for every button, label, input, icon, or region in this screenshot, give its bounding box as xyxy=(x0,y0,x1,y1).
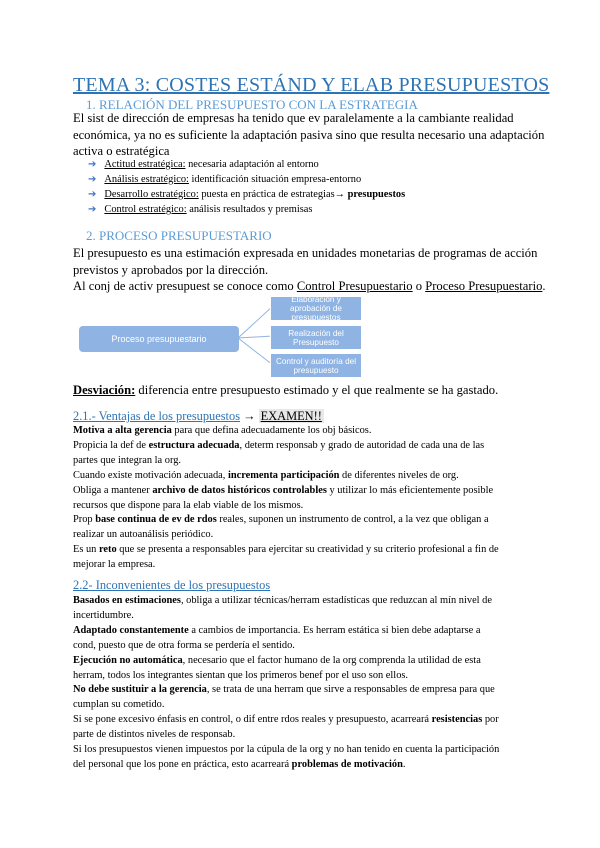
text-span: Es un xyxy=(73,544,99,556)
list-item xyxy=(88,203,405,218)
paragraph-line: económica, ya no es suficiente la adaptación pasiva sino que resulta necesario una adaptación xyxy=(73,127,545,142)
text-span: por xyxy=(482,714,499,726)
text-line xyxy=(73,594,499,609)
link-control-presupuestario: Control Presupuestario xyxy=(296,279,413,294)
paragraph-line xyxy=(73,278,546,295)
bullet-label: Desarrollo estratégico: xyxy=(104,188,199,200)
bold-text: incrementa participación xyxy=(227,469,340,481)
text-line xyxy=(73,698,499,713)
connector-line xyxy=(238,306,273,338)
section-1-paragraph xyxy=(73,110,544,160)
text-span: Si los presupuestos vienen impuestos por la cúpula de la org y no han tenido en cuenta la participación xyxy=(73,744,500,756)
bold-text: archivo de datos históricos controlables xyxy=(152,484,327,496)
bold-text: Adaptado constantemente xyxy=(73,624,189,636)
text-span: recursos que dispone para la elab viable de los mismos. xyxy=(73,499,304,511)
bold-text: estructura adecuada xyxy=(148,439,240,451)
text-line xyxy=(73,558,499,573)
text-line xyxy=(73,484,499,499)
bullet-bold: presupuestos xyxy=(347,188,406,200)
inconvenientes-heading: 2.2- Inconvenientes de los presupuestos xyxy=(73,578,271,592)
bold-text: Basados en estimaciones xyxy=(73,595,181,606)
text-line xyxy=(73,454,499,469)
arrow-bullet-icon: ➔ xyxy=(88,188,97,200)
list-item xyxy=(88,188,405,203)
bold-text: Ejecución no automática xyxy=(73,654,183,666)
inconvenientes-list xyxy=(73,594,499,773)
text-span: , necesario que el factor humano de la org comprenda la utilidad de esta xyxy=(182,654,481,666)
paragraph-line: activa o estratégica xyxy=(73,144,170,159)
section-2-paragraph xyxy=(73,245,546,295)
text-span: de diferentes niveles de org. xyxy=(339,469,459,481)
section-2-heading: 2. PROCESO PRESUPUESTARIO xyxy=(86,228,272,243)
text-line xyxy=(73,424,499,439)
paragraph-line: previstos y aprobados por la dirección. xyxy=(73,262,269,277)
text-span: o xyxy=(412,279,426,294)
text-span: Prop xyxy=(73,514,96,526)
text-span: Obliga a mantener xyxy=(73,484,153,496)
text-line xyxy=(73,728,499,743)
arrow-bullet-icon: ➔ xyxy=(88,173,97,185)
page-title: TEMA 3: COSTES ESTÁND Y ELAB PRESUPUESTOS xyxy=(73,74,550,96)
text-span: cond, puesto que de otra forma se perdería el sentido. xyxy=(73,639,295,651)
text-span: . xyxy=(402,758,406,770)
text-span: reales, suponen un instrumento de control, a la vez que obligan a xyxy=(216,514,489,526)
bullet-text: necesaria adaptación al entorno xyxy=(185,159,319,170)
diagram-box-control: Control y auditoría del presupuesto xyxy=(270,353,362,378)
text-span: Si se pone excesivo énfasis en control, o dif entre rdos reales y presupuesto, acarreará xyxy=(73,714,432,726)
connector-line xyxy=(238,336,273,338)
desviacion-text: diferencia entre presupuesto estimado y el que realmente se ha gastado. xyxy=(135,383,499,397)
text-span: para que defina adecuadamente los obj básicos. xyxy=(171,425,372,436)
text-span: Al conj de activ presupuest se conoce como xyxy=(73,279,297,294)
strategy-bullet-list xyxy=(88,158,405,218)
text-line xyxy=(73,609,499,624)
text-span: cumplan su cometido. xyxy=(73,699,165,711)
text-span: Propicia la def de xyxy=(73,439,149,451)
link-proceso-presupuestario: Proceso Presupuestario xyxy=(425,279,543,294)
text-line xyxy=(73,713,499,728)
text-span: herram, todos los integrantes sientan que los primeros benef por el uso son ellos. xyxy=(73,669,409,681)
text-span: , se trata de una herram que sirve a responsables de empresa para que xyxy=(206,684,495,696)
text-span: Cuando existe motivación adecuada, xyxy=(73,469,228,481)
bullet-label: Actitud estratégica: xyxy=(104,159,186,170)
text-span: . xyxy=(542,279,546,294)
bullet-label: Análisis estratégico: xyxy=(104,173,189,185)
text-line xyxy=(73,528,499,543)
bold-text: Motiva a alta gerencia xyxy=(73,425,172,436)
arrow-bullet-icon: ➔ xyxy=(88,159,97,170)
list-item xyxy=(88,158,405,173)
bold-text: No debe sustituir a la gerencia xyxy=(73,684,207,696)
text-span: que se presenta a responsables para ejercitar su creatividad y su criterio profesional a fin de xyxy=(116,544,499,556)
connector-line xyxy=(238,338,273,365)
text-line xyxy=(73,743,499,758)
heading-arrow: → xyxy=(240,409,259,423)
bold-text: problemas de motivación xyxy=(291,758,403,770)
text-span: partes que integran la org. xyxy=(73,454,182,466)
ventajas-heading-row xyxy=(73,407,324,425)
text-line xyxy=(73,513,499,528)
desviacion-definition xyxy=(73,382,498,399)
text-span: parte de distintos niveles de responsab. xyxy=(73,729,236,741)
bullet-text: análisis resultados y premisas xyxy=(186,203,313,215)
arrow-bullet-icon: ➔ xyxy=(88,203,97,215)
ventajas-heading: 2.1.- Ventajas de los presupuestos xyxy=(73,409,241,423)
text-line xyxy=(73,758,499,773)
list-item xyxy=(88,173,405,188)
bullet-text: identificación situación empresa-entorno xyxy=(188,173,362,185)
text-span: incertidumbre. xyxy=(73,609,134,621)
bullet-label: Control estratégico: xyxy=(104,203,187,215)
text-line xyxy=(73,499,499,514)
bold-text: reto xyxy=(98,544,117,556)
diagram-main-box: Proceso presupuestario xyxy=(79,326,239,352)
exam-highlight: EXAMEN!! xyxy=(260,409,322,423)
text-line xyxy=(73,469,499,484)
text-span: del personal que los pone en práctica, esto acarreará xyxy=(73,758,292,770)
bullet-arrow: → xyxy=(334,188,348,200)
diagram-box-realizacion: Realización del Presupuesto xyxy=(270,325,362,350)
desviacion-label: Desviación: xyxy=(73,383,136,397)
bold-text: base continua de ev de rdos xyxy=(95,514,217,526)
bold-text: resistencias xyxy=(431,714,483,726)
text-line xyxy=(73,624,499,639)
text-span: realizar un autoanálisis periódico. xyxy=(73,529,214,541)
text-span: a cambios de importancia. Es herram estática si bien debe adaptarse a xyxy=(188,624,481,636)
ventajas-list xyxy=(73,424,499,573)
text-span: , obliga a utilizar técnicas/herram estadísticas que reduzcan al mín nivel de xyxy=(180,595,492,606)
text-line xyxy=(73,669,499,684)
section-1-heading: 1. RELACIÓN DEL PRESUPUESTO CON LA ESTRATEGIA xyxy=(86,97,418,112)
text-span: y utilizar lo más eficientemente posible xyxy=(326,484,494,496)
bullet-text: puesta en práctica de estrategias xyxy=(198,188,335,200)
text-line xyxy=(73,439,499,454)
text-line xyxy=(73,654,499,669)
paragraph-line: El sist de dirección de empresas ha tenido que ev paralelamente a la cambiante realidad xyxy=(73,111,514,125)
paragraph-line: El presupuesto es una estimación expresada en unidades monetarias de programas de acción xyxy=(73,246,538,260)
text-line xyxy=(73,683,499,698)
text-line xyxy=(73,639,499,654)
text-line xyxy=(73,543,499,558)
text-span: , determ responsab y grado de autoridad de cada una de las xyxy=(239,439,485,451)
diagram-box-elaboracion: Elaboración y aprobación de presupuestos xyxy=(270,296,362,321)
text-span: mejorar la empresa. xyxy=(73,559,156,571)
